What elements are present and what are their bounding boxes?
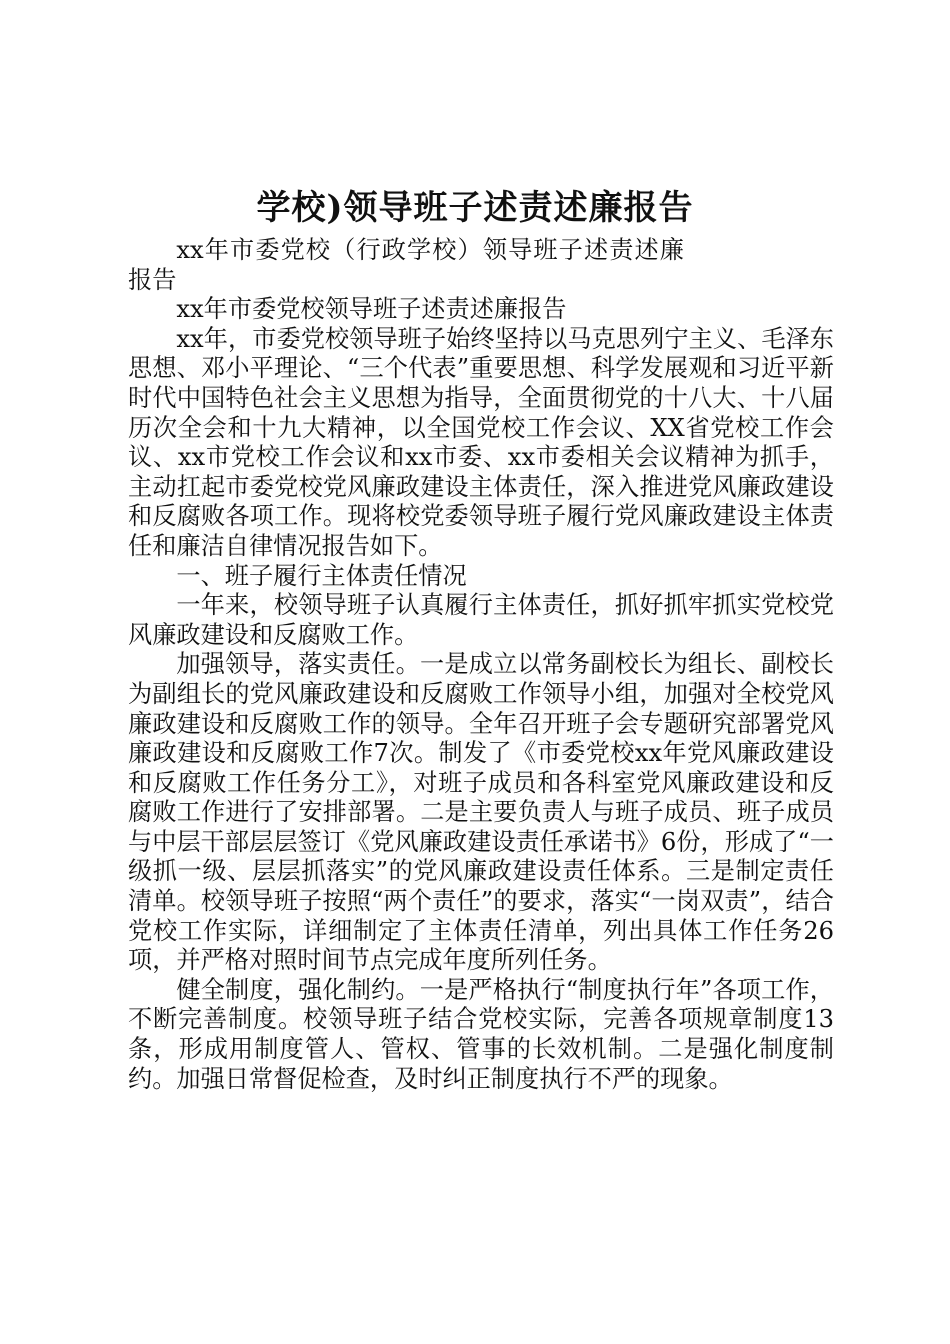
leadership-paragraph: 加强领导，落实责任。一是成立以常务副校长为组长、副校长为副组长的党风廉政建设和反腐败工作领导小组，加强对全校党风廉政建设和反腐败工作的领导。全年召开班子会专题研究部署党风廉政建设和反腐败工作7次。制发了《市委党校xx年党风廉政建设和反腐败工作任务分工》，对班子成员和各科室党风廉政建设和反腐败工作进行了安排部署。二是主要负责人与班子成员、班子成员与中层干部层层签订《党风廉政建设责任承诺书》6份，形成了“一级抓一级、层层抓落实”的党风廉政建设责任体系。三是制定责任清单。校领导班子按照“两个责任”的要求，落实“一岗双责”，结合党校工作实际，详细制定了主体责任清单，列出具体工作任务26项，并严格对照时间节点完成年度所列任务。: [128, 650, 834, 975]
document-title: 学校)领导班子述责述廉报告: [256, 188, 694, 228]
intro-paragraph: xx年，市委党校领导班子始终坚持以马克思列宁主义、毛泽东思想、邓小平理论、“三个代表”重要思想、科学发展观和习近平新时代中国特色社会主义思想为指导，全面贯彻党的十八大、十八届历次全会和十九大精神，以全国党校工作会议、XX省党校工作会议、xx市党校工作会议和xx市委、xx市委相关会议精神为抓手，主动扛起市委党校党风廉政建设主体责任，深入推进党风廉政建设和反腐败各项工作。现将校党委领导班子履行党风廉政建设主体责任和廉洁自律情况报告如下。: [128, 324, 834, 560]
report-heading-paragraph: xx年市委党校领导班子述责述廉报告: [176, 295, 567, 324]
document-body: [128, 236, 834, 1094]
subtitle-paragraph: xx年市委党校（行政学校）领导班子述责述廉报告: [128, 236, 684, 294]
system-paragraph: 健全制度，强化制约。一是严格执行“制度执行年”各项工作，不断完善制度。校领导班子结合党校实际，完善各项规章制度13条，形成用制度管人、管权、管事的长效机制。二是强化制度制约。加强日常督促检查，及时纠正制度执行不严的现象。: [128, 975, 834, 1093]
section-heading: 一、班子履行主体责任情况: [176, 561, 467, 590]
summary-paragraph: 一年来，校领导班子认真履行主体责任，抓好抓牢抓实党校党风廉政建设和反腐败工作。: [128, 591, 834, 649]
